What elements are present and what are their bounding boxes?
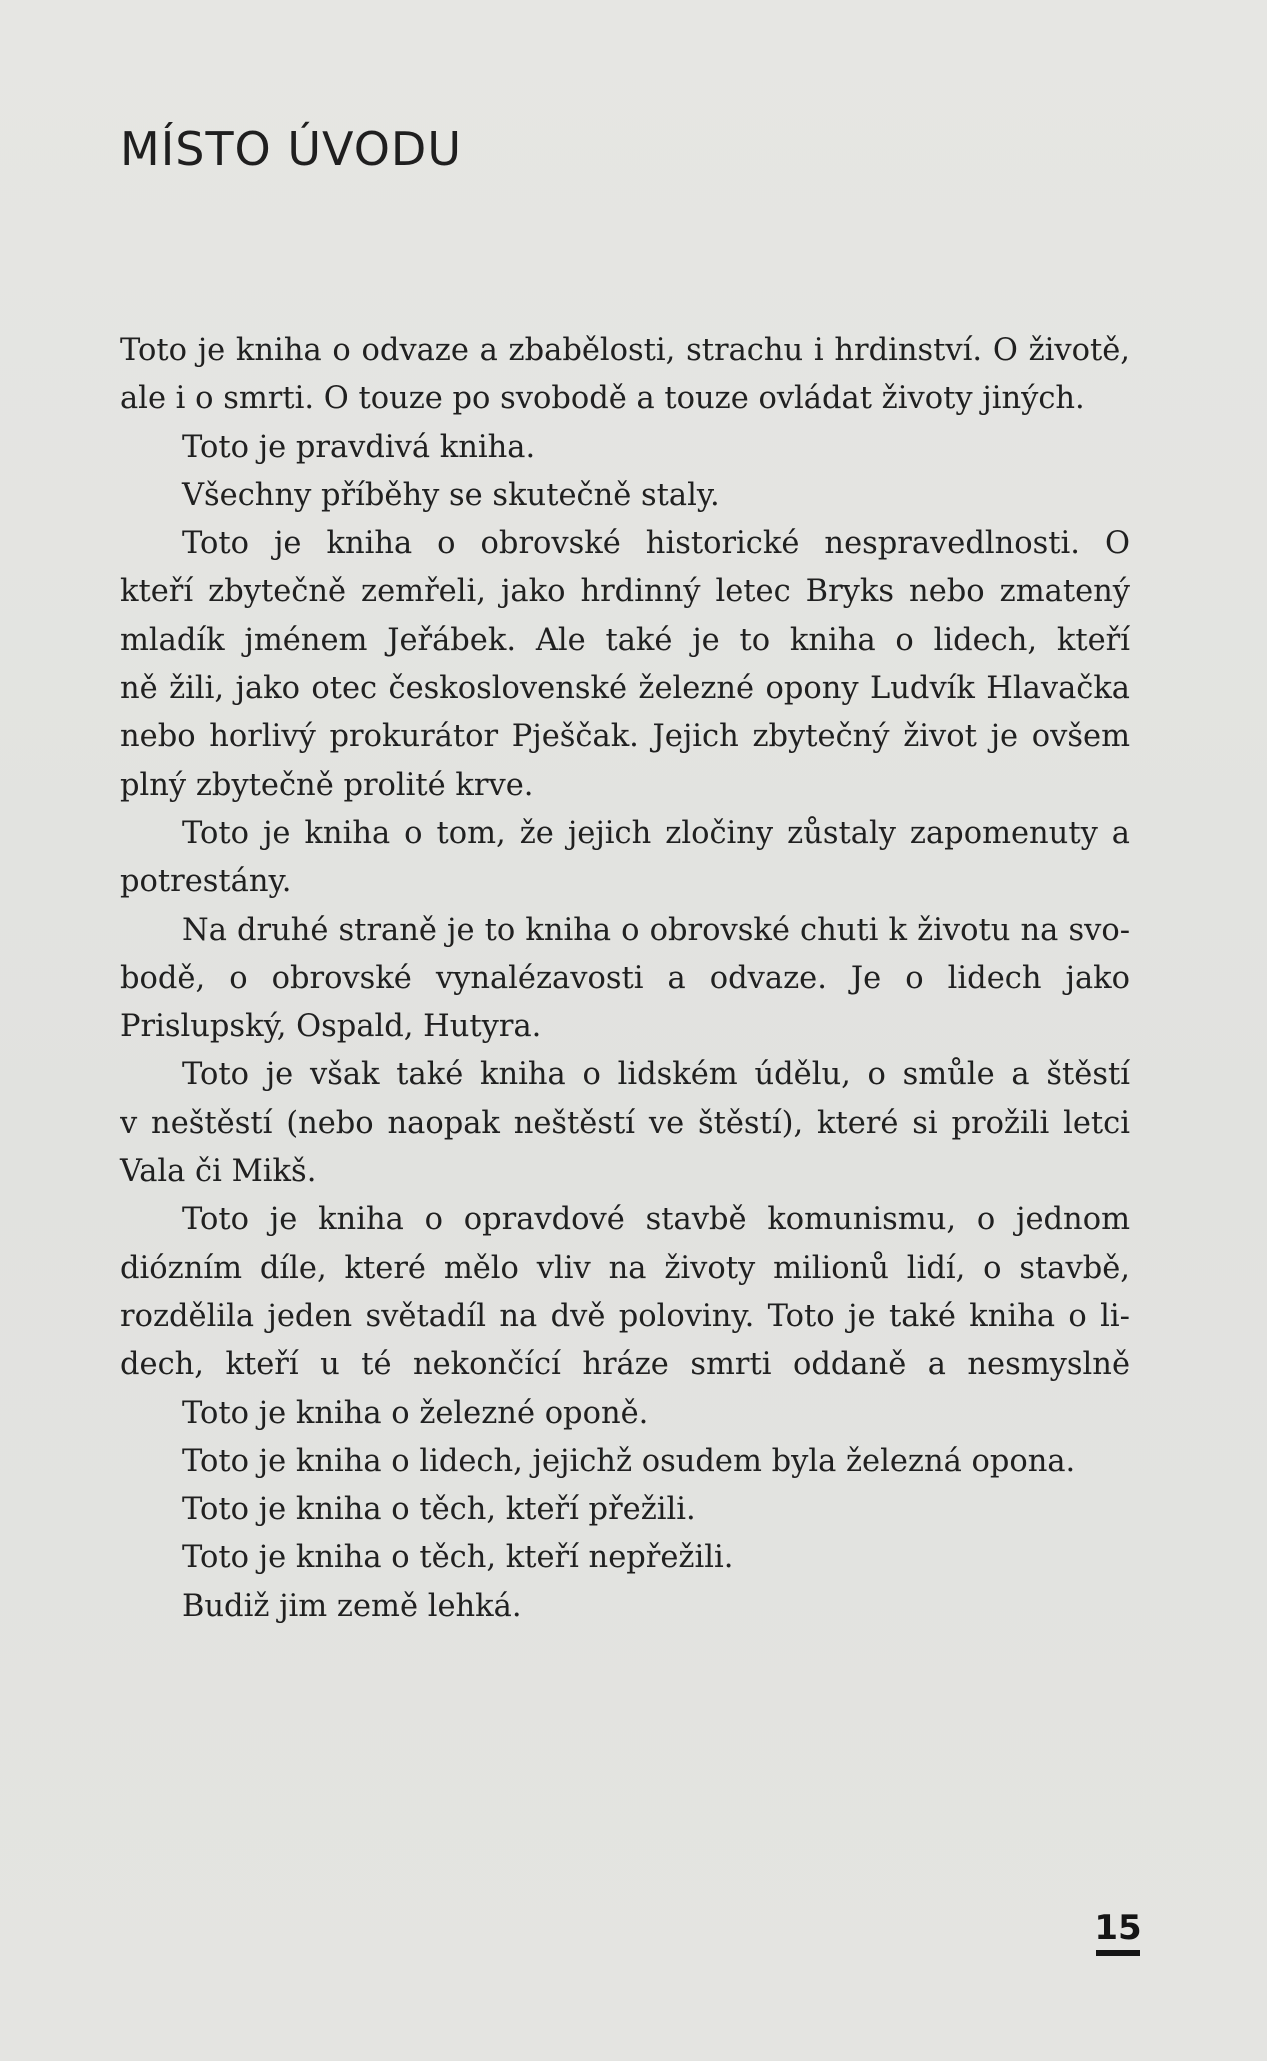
- text-line: ale i o smrti. O touze po svobodě a touze ovládat životy jiných.: [120, 381, 1085, 417]
- text-line: Toto je kniha o odvaze a zbabělosti, strachu i hrdinství. O životě,: [120, 333, 1130, 368]
- text-line: Všechny příběhy se skutečně staly.: [182, 477, 720, 513]
- text-line: Toto je však také kniha o lidském údělu, o smůle a štěstí: [182, 1057, 1130, 1093]
- text-line: bodě, o obrovské vynalézavosti a odvaze. Je o lidech jako: [120, 960, 1130, 996]
- text-line: mladík jménem Jeřábek. Ale také je to kniha o lidech, kteří: [120, 622, 1130, 658]
- page-number-underline: [1096, 1950, 1140, 1956]
- text-line: Toto je kniha o lidech, jejichž osudem byla železná opona.: [182, 1443, 1076, 1479]
- text-line: rozdělila jeden světadíl na dvě poloviny. Toto je také kniha o li-: [120, 1298, 1130, 1334]
- text-line: v neštěstí (nebo naopak neštěstí ve štěstí), které si prožili letci: [120, 1105, 1130, 1141]
- text-line: Toto je kniha o železné oponě.: [182, 1395, 649, 1431]
- chapter-body: [120, 327, 1130, 1631]
- text-line: Vala či Mikš.: [120, 1154, 317, 1190]
- text-line: diózním díle, které mělo vliv na životy milionů lidí, o stavbě,: [120, 1250, 1130, 1286]
- text-line: dech, kteří u té nekončící hráze smrti oddaně a nesmyslně: [120, 1347, 1130, 1383]
- text-line: ně žili, jako otec československé železné opony Ludvík Hlavačka: [120, 671, 1130, 707]
- text-line: Toto je kniha o opravdové stavbě komunismu, o jednom: [182, 1202, 1130, 1238]
- text-line: Prislupský, Ospald, Hutyra.: [120, 1009, 542, 1045]
- text-line: kteří zbytečně zemřeli, jako hrdinný letec Bryks nebo zmatený: [120, 574, 1130, 610]
- page-number-block: [1094, 1908, 1142, 1956]
- text-line: Toto je pravdivá kniha.: [182, 429, 536, 465]
- text-line: Toto je kniha o těch, kteří nepřežili.: [182, 1540, 734, 1576]
- text-line: nebo horlivý prokurátor Pješčak. Jejich zbytečný život je ovšem: [120, 719, 1130, 755]
- text-line: potrestány.: [120, 864, 292, 900]
- text-line: Na druhé straně je to kniha o obrovské chuti k životu na svo-: [182, 912, 1130, 948]
- chapter-title: MÍSTO ÚVODU: [120, 122, 463, 176]
- text-line: Toto je kniha o těch, kteří přežili.: [182, 1492, 696, 1528]
- text-line: Toto je kniha o tom, že jejich zločiny zůstaly zapomenuty a: [182, 815, 1130, 851]
- text-line: Toto je kniha o obrovské historické nespravedlnosti. O: [182, 526, 1130, 562]
- text-line: Budiž jim země lehká.: [182, 1588, 522, 1624]
- text-line: plný zbytečně prolité krve.: [120, 767, 534, 803]
- page-number: 15: [1094, 1908, 1142, 1948]
